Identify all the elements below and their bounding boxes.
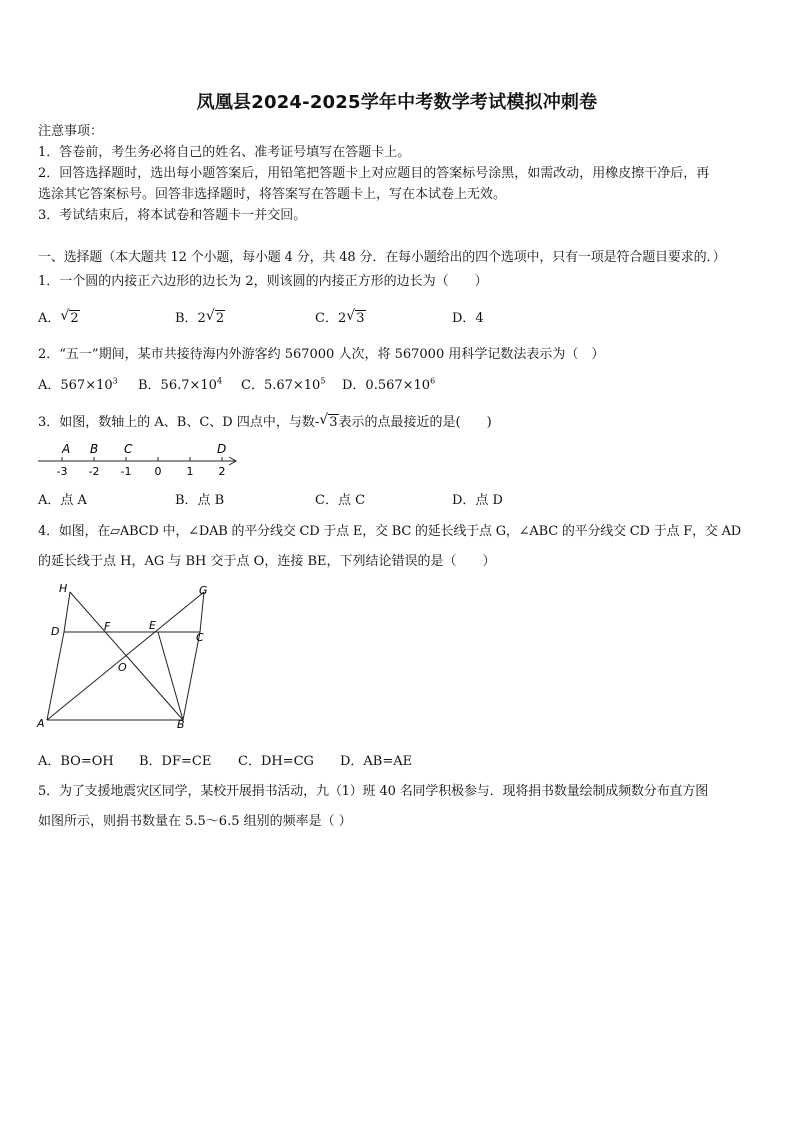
q4-option-b: B．DF=CE	[139, 754, 212, 769]
segment-ad	[47, 632, 64, 720]
question-3-stem: 3．如图，数轴上的 A、B、C、D 四点中，与数- √ 3表示的点最接近的是( )	[38, 412, 492, 430]
point-label-c: C	[124, 442, 133, 456]
notice-item-2: 2．回答选择题时，选出每小题答案后，用铅笔把答题卡上对应题目的答案标号涂黑，如需改动，用橡皮擦干净后，再	[38, 166, 710, 181]
point-label-b: B	[177, 718, 185, 731]
notice-heading: 注意事项：	[38, 124, 104, 139]
question-1-stem: 1．一个圆的内接正六边形的边长为 2，则该圆的内接正方形的边长为（ ）	[38, 274, 488, 289]
q3-option-a: A．点 A	[38, 493, 87, 508]
point-label-h: H	[59, 582, 68, 595]
segment-bc	[183, 632, 200, 720]
section-heading: 一、选择题（本大题共 12 个小题，每小题 4 分，共 48 分．在每小题给出的四个选项中，只有一项是符合题目要求的．）	[38, 250, 726, 265]
segment-ag	[47, 592, 204, 720]
q2-option-c: C．$5.67\times 10^5$	[241, 376, 326, 393]
tick-label: -2	[88, 465, 100, 478]
q4-option-d: D．AB=AE	[340, 754, 413, 769]
sqrt-symbol: √ 3	[346, 308, 365, 326]
segment-bh	[70, 592, 183, 720]
notice-item-3: 3．考试结束后，将本试卷和答题卡一并交回。	[38, 208, 307, 223]
point-label-a: A	[62, 442, 71, 456]
q1-option-a: A． √ 2	[38, 308, 79, 326]
q1-option-c: C．2 √ 3	[315, 308, 365, 326]
point-label-b: B	[90, 442, 99, 456]
segment-dh	[64, 592, 70, 632]
question-4-stem: 4．如图，在▱ABCD 中，∠DAB 的平分线交 CD 于点 E，交 BC 的延长线于点 G，∠ABC 的平分线交 CD 于点 F，交 AD	[38, 524, 742, 539]
point-label-g: G	[199, 584, 208, 597]
q2-option-b: B．$56.7\times 10^4$	[138, 376, 223, 393]
tick-label: 2	[218, 465, 226, 478]
q4-option-a: A．BO=OH	[38, 754, 114, 769]
q3-option-d: D．点 D	[452, 493, 503, 508]
q4-option-c: C．DH=CG	[238, 754, 314, 769]
point-label-o: O	[118, 661, 127, 674]
tick-label: 1	[186, 465, 194, 478]
notice-item-2-cont: 选涂其它答案标号。回答非选择题时，将答案写在答题卡上，写在本试卷上无效。	[38, 187, 507, 202]
point-label-f: F	[104, 620, 111, 633]
tick-label: -1	[120, 465, 132, 478]
notice-item-1: 1．答卷前，考生务必将自己的姓名、准考证号填写在答题卡上。	[38, 145, 411, 160]
question-5-stem-cont: 如图所示，则捐书数量在 5.5～6.5 组别的频率是（ ）	[38, 814, 352, 829]
q3-option-c: C．点 C	[315, 493, 366, 508]
segment-be	[158, 632, 183, 720]
exam-title: 凤凰县2024-2025学年中考数学考试模拟冲刺卷	[196, 92, 598, 113]
tick-label: 0	[154, 465, 162, 478]
segment-cg	[200, 592, 204, 632]
q2-option-a: A．$567\times 10^3$	[38, 376, 118, 393]
point-label-e: E	[149, 619, 156, 632]
tick-label: -3	[56, 465, 68, 478]
q1-option-d: D．4	[452, 311, 484, 326]
q3-option-b: B．点 B	[175, 493, 225, 508]
sqrt-symbol: √ 2	[205, 308, 225, 326]
point-label-d: D	[217, 442, 227, 456]
parallelogram-figure	[36, 580, 216, 732]
q2-option-d: D．$0.567\times 10^6$	[342, 376, 436, 393]
point-label-c: C	[196, 631, 204, 644]
q1-option-b: B．2 √ 2	[175, 308, 225, 326]
point-label-d: D	[51, 625, 60, 638]
number-line-ticks	[57, 457, 226, 478]
sqrt-symbol: √ 2	[60, 308, 79, 326]
point-label-a: A	[37, 717, 45, 730]
question-5-stem: 5．为了支援地震灾区同学，某校开展捐书活动，九（1）班 40 名同学积极参与．现将捐书数量绘制成频数分布直方图	[38, 784, 709, 799]
sqrt-symbol: √ 3	[319, 412, 338, 430]
question-2-stem: 2．“五一”期间，某市共接待海内外游客约 567000 人次，将 567000 用科学记数法表示为（ ）	[38, 347, 605, 362]
number-line-figure	[36, 438, 246, 478]
question-4-stem-cont: 的延长线于点 H，AG 与 BH 交于点 O，连接 BE，下列结论错误的是（ ）	[38, 554, 496, 569]
